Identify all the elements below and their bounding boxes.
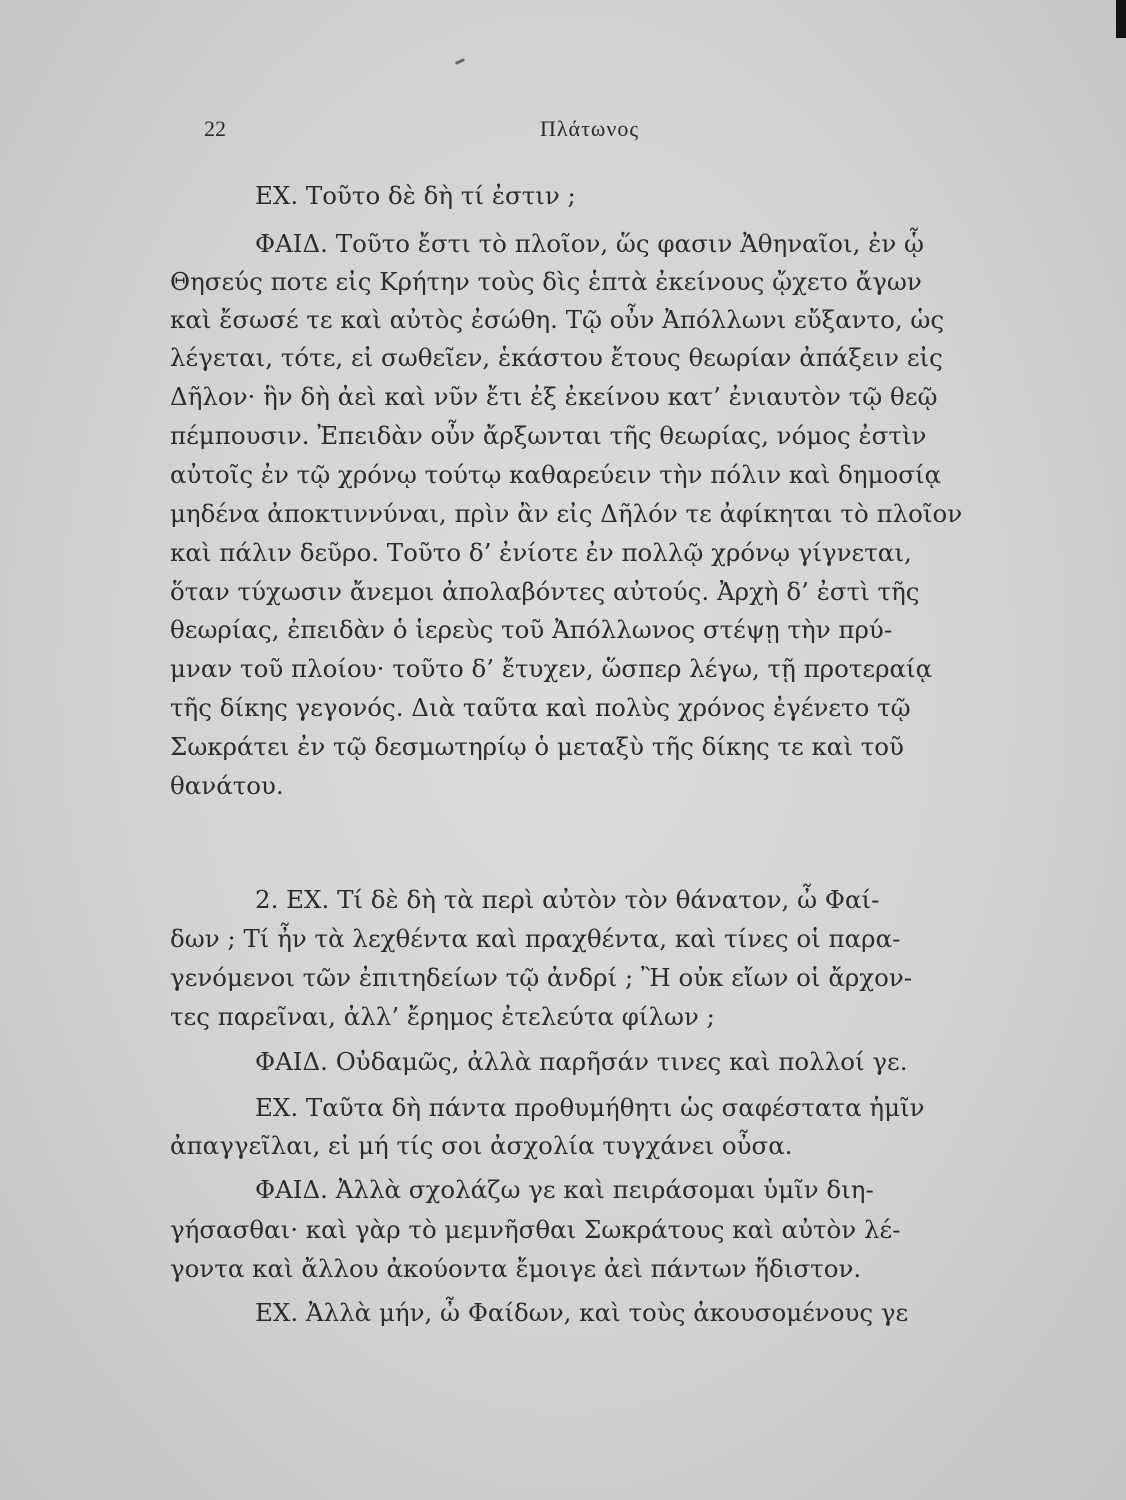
running-header <box>0 112 1126 142</box>
text-line: θανάτου. <box>170 771 284 800</box>
text-line: καὶ πάλιν δεῦρο. Τοῦτο δ’ ἐνίοτε ἐν πολλῷ χρόνῳ γίγνεται, <box>170 538 912 567</box>
text-line: μναν τοῦ πλοίου· τοῦτο δ’ ἔτυχεν, ὥσπερ λέγω, τῇ προτεραίᾳ <box>170 654 933 683</box>
text-line: ΕΧ. Ἀλλὰ μήν, ὦ Φαίδων, καὶ τοὺς ἀκουσομένους γε <box>255 1298 909 1327</box>
text-line: αὐτοῖς ἐν τῷ χρόνῳ τούτῳ καθαρεύειν τὴν πόλιν καὶ δημοσίᾳ <box>170 460 942 489</box>
text-line: γοντα καὶ ἄλλου ἀκούοντα ἔμοιγε ἀεὶ πάντων ἥδιστον. <box>170 1254 862 1283</box>
text-line: τες παρεῖναι, ἀλλ’ ἔρημος ἐτελεύτα φίλων ; <box>170 1002 715 1031</box>
text-line: 2. ΕΧ. Τί δὲ δὴ τὰ περὶ αὐτὸν τὸν θάνατον, ὦ Φαί- <box>255 885 880 914</box>
text-line: ΕΧ. Τοῦτο δὲ δὴ τί ἐστιν ; <box>255 181 576 210</box>
text-line: μηδένα ἀποκτιννύναι, πρὶν ἂν εἰς Δῆλόν τε ἀφίκηται τὸ πλοῖον <box>170 499 963 528</box>
running-title: Πλάτωνος <box>540 116 640 141</box>
scan-speck <box>455 58 465 65</box>
text-line: θεωρίας, ἐπειδὰν ὁ ἱερεὺς τοῦ Ἀπόλλωνος στέψῃ τὴν πρύ- <box>170 615 893 644</box>
text-line: καὶ ἔσωσέ τε καὶ αὐτὸς ἐσώθη. Τῷ οὖν Ἀπόλλωνι εὔξαντο, ὡς <box>170 305 945 334</box>
text-line: Σωκράτει ἐν τῷ δεσμωτηρίῳ ὁ μεταξὺ τῆς δίκης τε καὶ τοῦ <box>170 732 904 761</box>
text-line: γήσασθαι· καὶ γὰρ τὸ μεμνῆσθαι Σωκράτους καὶ αὐτὸν λέ- <box>170 1215 901 1244</box>
text-line: ὅταν τύχωσιν ἄνεμοι ἀπολαβόντες αὐτούς. Ἀρχὴ δ’ ἐστὶ τῆς <box>170 577 920 606</box>
text-line: τῆς δίκης γεγονός. Διὰ ταῦτα καὶ πολὺς χρόνος ἐγένετο τῷ <box>170 693 911 722</box>
text-line: ΦΑΙΔ. Τοῦτο ἔστι τὸ πλοῖον, ὥς φασιν Ἀθηναῖοι, ἐν ᾧ <box>255 229 925 258</box>
text-line: Δῆλον· ἣν δὴ ἀεὶ καὶ νῦν ἔτι ἐξ ἐκείνου κατ’ ἐνιαυτὸν τῷ θεῷ <box>170 382 938 411</box>
text-line: Θησεύς ποτε εἰς Κρήτην τοὺς δὶς ἑπτὰ ἐκείνους ᾤχετο ἄγων <box>170 267 922 296</box>
text-line: πέμπουσιν. Ἐπειδὰν οὖν ἄρξωνται τῆς θεωρίας, νόμος ἐστὶν <box>170 421 927 450</box>
text-line: γενόμενοι τῶν ἐπιτηδείων τῷ ἀνδρί ; Ἢ οὐκ εἴων οἱ ἄρχον- <box>170 963 913 992</box>
text-line: ΦΑΙΔ. Ἀλλὰ σχολάζω γε καὶ πειράσομαι ὑμῖν διη- <box>255 1175 874 1204</box>
text-line: ἀπαγγεῖλαι, εἰ μή τίς σοι ἀσχολία τυγχάνει οὖσα. <box>170 1131 793 1160</box>
text-line: ΕΧ. Ταῦτα δὴ πάντα προθυμήθητι ὡς σαφέστατα ἡμῖν <box>255 1093 925 1122</box>
page-number: 22 <box>204 116 226 141</box>
text-line: δων ; Τί ἦν τὰ λεχθέντα καὶ πραχθέντα, καὶ τίνες οἱ παρα- <box>170 924 901 953</box>
text-line: λέγεται, τότε, εἰ σωθεῖεν, ἑκάστου ἔτους θεωρίαν ἀπάξειν εἰς <box>170 343 943 372</box>
text-line: ΦΑΙΔ. Οὐδαμῶς, ἀλλὰ παρῆσάν τινες καὶ πολλοί γε. <box>255 1047 908 1076</box>
scan-edge-shadow <box>1116 0 1126 38</box>
